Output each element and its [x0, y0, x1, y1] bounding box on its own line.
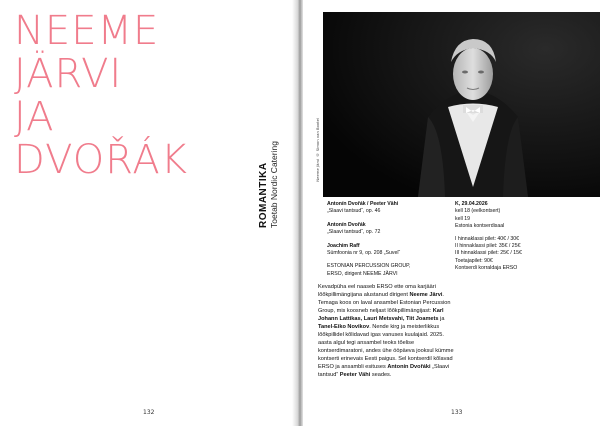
- description-text: [318, 283, 456, 379]
- program-work: „Slaavi tantsud“, op. 72: [327, 229, 381, 236]
- title-line-2: JÄRVI: [14, 51, 123, 97]
- performers-line-2: ERSO, dirigent NEEME JÄRVI: [327, 270, 398, 277]
- program-list: [327, 201, 447, 278]
- performers: [327, 263, 447, 278]
- page-number-left: 132: [143, 409, 155, 416]
- conductor-portrait: [323, 12, 600, 197]
- program-composer: Antonín Dvořák / Peeter Vähi: [327, 201, 399, 207]
- program-item: [327, 222, 447, 237]
- description-paragraph: Kevadpüha eel naaseb ERSO ette oma karjääri lõõkpillimängijana alustanud dirigent Neeme Järvi. Temaga koos on laval ansambel Estonian Percussion Group, mis koosneb neljast lõõkpillimängijast: Karl Johann Lattikas, Lauri Metsvahi, Tiit Joamets ja Tanel-Eiko Novikov. Nende kirg ja meisterlikkus lõõkpillidel kõlidavad igas vanuses kuulajaid. 2025. aasta algul tegi ansambel teoks tõelise kontserdimaratoni, andes ühe ööpäeva jooksul kümme kontserti erinevais Eesti paigus. Sel kontserdil kõlavad ERSO ja ansambli esituses Antonín Dvořáki „Slaavi tantsud“ Peeter Vähi seades.: [318, 284, 454, 378]
- section-heading: [258, 118, 288, 228]
- concert-venue: Estonia kontserdisaal: [455, 223, 505, 230]
- page-number-right: 133: [451, 409, 463, 416]
- concert-time-1: kell 18 (eelkontsert): [455, 208, 501, 215]
- concert-date: K, 29.04.2026: [455, 201, 488, 207]
- program-item: [327, 201, 447, 216]
- program-composer: Antonín Dvořák: [327, 221, 366, 228]
- program-work: Sümfoonia nr 9, op. 208 „Suvel“: [327, 250, 401, 257]
- photo-credit: Neeme Järvi © Simon van Boxtel: [315, 118, 320, 182]
- concert-title: [14, 10, 188, 182]
- program-item: [327, 243, 447, 258]
- conductor-photo: [323, 12, 600, 197]
- genre-label: ROMANTIKA: [258, 162, 269, 228]
- program-composer: Joachim Raff: [327, 242, 360, 249]
- price-line: II hinnaklassi pilet: 35€ / 25€: [455, 243, 521, 250]
- title-line-1: NEEME: [14, 8, 160, 54]
- program-work: „Slaavi tantsud“, op. 46: [327, 208, 381, 215]
- price-line: I hinnaklassi pilet: 40€ / 30€: [455, 235, 520, 242]
- left-page: [0, 0, 297, 426]
- title-line-3: JA: [14, 94, 55, 140]
- title-line-4: DVOŘÁK: [14, 137, 189, 183]
- price-line: III hinnaklassi pilet: 25€ / 15€: [455, 250, 522, 257]
- concert-time-2: kell 19: [455, 215, 470, 222]
- concert-info: [455, 201, 575, 273]
- price-line: Toetajapilet: 90€: [455, 257, 493, 264]
- organizer-line: Kontserdi korraldaja ERSO: [455, 265, 518, 272]
- performers-line-1: ESTONIAN PERCUSSION GROUP,: [327, 263, 411, 270]
- sponsor-label: Toetab Nordic Catering: [269, 141, 279, 228]
